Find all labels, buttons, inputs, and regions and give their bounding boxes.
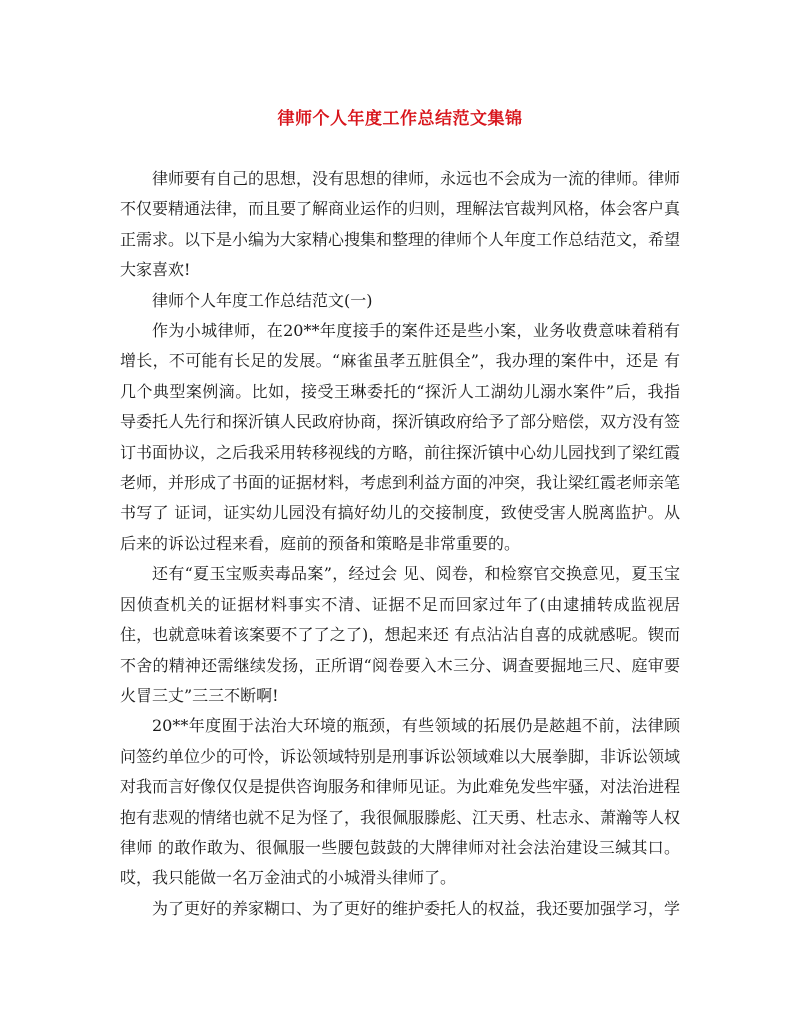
section-heading: 律师个人年度工作总结范文(一) bbox=[152, 290, 373, 310]
document-title: 律师个人年度工作总结范文集锦 bbox=[277, 109, 523, 129]
body-paragraph: 20**年度囿于法治大环境的瓶颈，有些领域的拓展仍是趑趄不前，法律顾问签约单位少的可怜，诉讼领域特别是刑事诉讼领域难以大展拳脚，非诉讼领域 对我而言好像仅仅是提供咨询服务和律师见证。为此难免发些牢骚，对法治进程抱有悲观的情绪也就不足为怪了，我很佩服滕彪、江天勇、杜志永、萧瀚等人权律师 的敢作敢为、很佩服一些腰包鼓鼓的大牌律师对社会法治建设三缄其口。哎，我只能做一名万金油式的小城滑头律师了。 bbox=[120, 716, 681, 888]
document-body bbox=[120, 164, 680, 924]
body-paragraph: 作为小城律师，在20**年度接手的案件还是些小案，业务收费意味着稍有增长，不可能有长足的发展。“麻雀虽孝五脏俱全”，我办理的案件中，还是 有几个典型案例滴。比如，接受王琳委托的“探沂人工湖幼儿溺水案件”后，我指导委托人先行和探沂镇人民政府协商，探沂镇政府给予了部分赔偿，双方没有签订书面协议，之后我采用转移视线的方略，前往探沂镇中心幼儿园找到了梁红霞老师，并形成了书面的证据材料，考虑到利益方面的冲突，我让梁红霞老师亲笔书写了 证词，证实幼儿园没有搞好幼儿的交接制度，致使受害人脱离监护。从后来的诉讼过程来看，庭前的预备和策略是非常重要的。 bbox=[120, 321, 681, 553]
body-paragraph: 还有“夏玉宝贩卖毒品案”，经过会 见、阅卷，和检察官交换意见，夏玉宝因侦查机关的证据材料事实不清、证据不足而回家过年了(由逮捕转成监视居住，也就意味着该案要不了了之了)，想起来还 有点沾沾自喜的成就感呢。锲而不舍的精神还需继续发扬，正所谓“阅卷要入木三分、调查要掘地三尺、庭审要火冒三丈”三三不断啊! bbox=[120, 564, 680, 705]
body-paragraph: 为了更好的养家糊口、为了更好的维护委托人的权益，我还要加强学习，学 bbox=[152, 898, 681, 918]
intro-paragraph: 律师要有自己的思想，没有思想的律师，永远也不会成为一流的律师。律师不仅要精通法律，而且要了解商业运作的归则，理解法官裁判风格，体会客户真正需求。以下是小编为大家精心搜集和整理的律师个人年度工作总结范文，希望大家喜欢! bbox=[120, 169, 681, 280]
